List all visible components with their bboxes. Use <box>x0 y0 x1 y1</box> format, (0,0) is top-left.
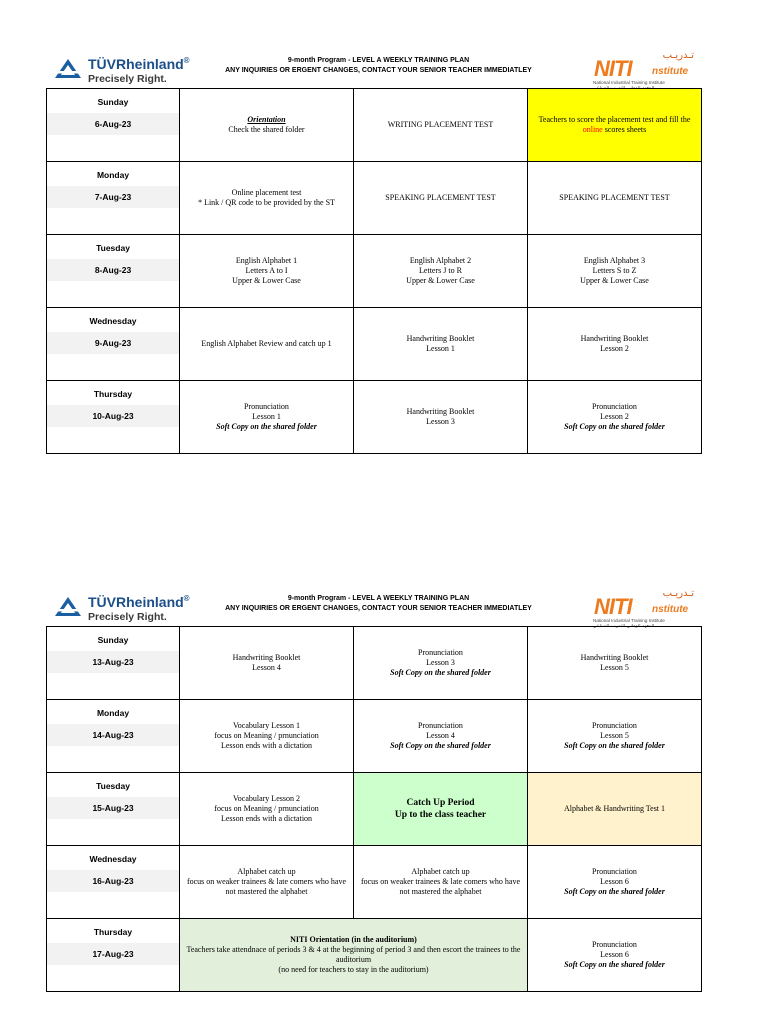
session-title: Handwriting Booklet <box>406 334 475 343</box>
session-detail: Lesson ends with a dictation <box>220 814 313 823</box>
niti-institute-word: nstitute <box>652 66 689 77</box>
session-cell <box>528 919 702 992</box>
day-cell <box>47 627 180 700</box>
page1-header <box>46 52 702 92</box>
session-detail-emphasis: online <box>582 125 603 134</box>
session-cell-highlight <box>528 773 702 846</box>
session-cell <box>354 162 528 235</box>
session-title: Handwriting Booklet <box>406 407 475 416</box>
day-date: 17-Aug-23 <box>47 943 179 965</box>
day-date: 10-Aug-23 <box>47 405 179 427</box>
session-title: Alphabet catch up <box>237 867 296 876</box>
day-cell <box>47 308 180 381</box>
session-title: Pronunciation <box>592 721 637 730</box>
session-detail: Lesson 3 <box>426 417 455 426</box>
day-name: Monday <box>96 708 130 718</box>
session-title: SPEAKING PLACEMENT TEST <box>559 193 670 202</box>
tuv-rheinland-logo <box>54 54 204 90</box>
session-cell <box>528 162 702 235</box>
day-date: 9-Aug-23 <box>47 332 179 354</box>
plan-title <box>206 56 551 76</box>
day-name: Tuesday <box>96 781 130 791</box>
session-cell <box>354 846 528 919</box>
session-detail: Lesson 6 <box>600 877 629 886</box>
session-detail: focus on weaker trainees & late comers who have <box>360 877 521 886</box>
session-title: Handwriting Booklet <box>232 653 301 662</box>
session-detail: Lesson 2 <box>600 412 629 421</box>
session-detail: Lesson 2 <box>600 344 629 353</box>
day-date: 16-Aug-23 <box>47 870 179 892</box>
day-date: 8-Aug-23 <box>47 259 179 281</box>
week1-schedule-table <box>46 88 702 454</box>
session-note: Soft Copy on the shared folder <box>216 422 317 431</box>
session-cell <box>180 89 354 162</box>
tuv-triangle-icon <box>54 58 82 80</box>
session-detail: focus on Meaning / prnunciation <box>214 731 319 740</box>
niti-subtitle: National Industrial Training Institute <box>593 80 665 85</box>
session-title: NITI Orientation (in the auditorium) <box>290 935 417 944</box>
session-detail: Lesson 1 <box>252 412 281 421</box>
plan-title-line2: ANY INQUIRIES OR ERGENT CHANGES, CONTACT YOUR SENIOR TEACHER IMMEDIATLEY <box>225 605 532 612</box>
session-detail: (no need for teachers to stay in the auditorium) <box>278 965 429 974</box>
session-note: Soft Copy on the shared folder <box>564 887 665 896</box>
niti-institute-logo <box>590 590 702 630</box>
session-cell <box>180 846 354 919</box>
session-title: Handwriting Booklet <box>580 334 649 343</box>
session-title: Pronunciation <box>244 402 289 411</box>
plan-title-line1: 9-month Program - LEVEL A WEEKLY TRAINING PLAN <box>287 595 470 602</box>
session-title: Vocabulary Lesson 2 <box>233 794 300 803</box>
session-title: Orientation <box>247 115 286 124</box>
session-title: English Alphabet Review and catch up 1 <box>201 339 332 348</box>
niti-institute-logo <box>590 52 702 92</box>
tuv-brand-text: TÜVRheinland® <box>88 594 190 610</box>
session-detail: Lesson 4 <box>252 663 281 672</box>
session-cell-highlight <box>528 89 702 162</box>
table-row <box>47 919 702 992</box>
session-cell <box>180 381 354 454</box>
session-cell <box>528 235 702 308</box>
day-name: Monday <box>96 170 130 180</box>
session-detail: Lesson 3 <box>426 658 455 667</box>
tuv-tagline: Precisely Right. <box>88 73 167 85</box>
session-title: English Alphabet 3 <box>583 256 646 265</box>
week2-schedule-table <box>46 626 702 992</box>
table-row <box>47 773 702 846</box>
session-title: Pronunciation <box>592 867 637 876</box>
session-detail: * Link / QR code to be provided by the ST <box>198 198 335 207</box>
table-row <box>47 308 702 381</box>
session-title: Online placement test <box>231 188 302 197</box>
niti-arabic-top: تـدريـب <box>662 50 694 61</box>
session-title: Pronunciation <box>592 402 637 411</box>
day-name: Thursday <box>93 927 133 937</box>
day-date: 13-Aug-23 <box>47 651 179 673</box>
session-cell <box>528 846 702 919</box>
session-detail: Lesson 4 <box>426 731 455 740</box>
niti-arabic-subtitle: المعهد الوطني للتدريب الصناعي <box>593 624 655 629</box>
niti-arabic-top: تـدريـب <box>662 588 694 599</box>
session-detail: Lesson 1 <box>426 344 455 353</box>
day-cell <box>47 919 180 992</box>
tuv-tagline: Precisely Right. <box>88 611 167 623</box>
session-detail: Letters J to R <box>419 266 462 275</box>
session-title: Alphabet & Handwriting Test 1 <box>563 804 666 813</box>
session-detail: not mastered the alphabet <box>399 887 482 896</box>
plan-title-line1: 9-month Program - LEVEL A WEEKLY TRAINING PLAN <box>287 57 470 64</box>
session-cell <box>528 627 702 700</box>
day-cell <box>47 89 180 162</box>
session-note: Soft Copy on the shared folder <box>390 668 491 677</box>
plan-title-line2: ANY INQUIRIES OR ERGENT CHANGES, CONTACT YOUR SENIOR TEACHER IMMEDIATLEY <box>225 67 532 74</box>
session-detail: Lesson 5 <box>600 731 629 740</box>
tuv-brand-text: TÜVRheinland® <box>88 56 190 72</box>
day-name: Wednesday <box>89 316 137 326</box>
session-detail: Upper & Lower Case <box>406 276 475 285</box>
session-detail: Lesson 5 <box>600 663 629 672</box>
tuv-triangle-icon <box>54 596 82 618</box>
session-detail: Check the shared folder <box>228 125 305 134</box>
table-row <box>47 162 702 235</box>
table-row <box>47 381 702 454</box>
day-date: 14-Aug-23 <box>47 724 179 746</box>
session-cell <box>180 308 354 381</box>
niti-institute-word: nstitute <box>652 604 689 615</box>
session-cell <box>180 773 354 846</box>
session-detail: Up to the class teacher <box>394 810 487 820</box>
session-title: WRITING PLACEMENT TEST <box>387 120 494 129</box>
day-name: Tuesday <box>96 243 130 253</box>
table-row <box>47 235 702 308</box>
day-name: Sunday <box>97 635 129 645</box>
session-note: Soft Copy on the shared folder <box>564 741 665 750</box>
session-cell <box>354 89 528 162</box>
day-cell <box>47 846 180 919</box>
session-cell <box>354 700 528 773</box>
session-title: Catch Up Period <box>406 798 475 808</box>
niti-word: NITI <box>594 56 632 81</box>
session-cell <box>180 700 354 773</box>
session-detail: Lesson 6 <box>600 950 629 959</box>
session-detail: auditorium <box>335 955 372 964</box>
session-cell <box>180 162 354 235</box>
session-detail: Letters S to Z <box>592 266 637 275</box>
session-title: Pronunciation <box>418 721 463 730</box>
tuv-rheinland-logo <box>54 592 204 628</box>
session-detail: Lesson ends with a dictation <box>220 741 313 750</box>
day-cell <box>47 381 180 454</box>
niti-subtitle: National Industrial Training Institute <box>593 618 665 623</box>
session-title: Vocabulary Lesson 1 <box>233 721 300 730</box>
day-name: Sunday <box>97 97 129 107</box>
table-row <box>47 846 702 919</box>
session-detail: focus on weaker trainees & late comers who have <box>186 877 347 886</box>
session-title: Pronunciation <box>592 940 637 949</box>
session-cell-highlight <box>354 773 528 846</box>
table-row <box>47 89 702 162</box>
session-cell <box>528 700 702 773</box>
session-title: English Alphabet 1 <box>235 256 298 265</box>
session-detail: Upper & Lower Case <box>232 276 301 285</box>
session-detail: Upper & Lower Case <box>580 276 649 285</box>
day-cell <box>47 700 180 773</box>
day-date: 6-Aug-23 <box>47 113 179 135</box>
session-cell-merged <box>180 919 528 992</box>
session-title: Alphabet catch up <box>411 867 470 876</box>
session-cell <box>354 235 528 308</box>
session-cell <box>180 235 354 308</box>
session-cell <box>354 381 528 454</box>
session-cell <box>354 308 528 381</box>
day-date: 7-Aug-23 <box>47 186 179 208</box>
session-detail: focus on Meaning / prnunciation <box>214 804 319 813</box>
page2-header <box>46 590 702 630</box>
session-detail: Teachers to score the placement test and fill the <box>538 115 691 124</box>
session-cell <box>180 627 354 700</box>
day-cell <box>47 773 180 846</box>
plan-title <box>206 594 551 614</box>
session-detail: scores sheets <box>604 125 647 134</box>
day-name: Thursday <box>93 389 133 399</box>
day-cell <box>47 162 180 235</box>
session-note: Soft Copy on the shared folder <box>564 960 665 969</box>
session-note: Soft Copy on the shared folder <box>564 422 665 431</box>
session-title: English Alphabet 2 <box>409 256 472 265</box>
niti-word: NITI <box>594 594 632 619</box>
table-row <box>47 700 702 773</box>
session-title: Handwriting Booklet <box>580 653 649 662</box>
session-cell <box>528 308 702 381</box>
day-cell <box>47 235 180 308</box>
session-cell <box>354 627 528 700</box>
day-date: 15-Aug-23 <box>47 797 179 819</box>
session-title: SPEAKING PLACEMENT TEST <box>385 193 496 202</box>
session-detail: Teachers take attendnace of periods 3 & 4 at the beginning of period 3 and then escort the trainees to the <box>186 945 521 954</box>
session-detail: Letters A to I <box>245 266 288 275</box>
session-detail: not mastered the alphabet <box>225 887 308 896</box>
day-name: Wednesday <box>89 854 137 864</box>
table-row <box>47 627 702 700</box>
session-cell <box>528 381 702 454</box>
session-note: Soft Copy on the shared folder <box>390 741 491 750</box>
session-title: Pronunciation <box>418 648 463 657</box>
